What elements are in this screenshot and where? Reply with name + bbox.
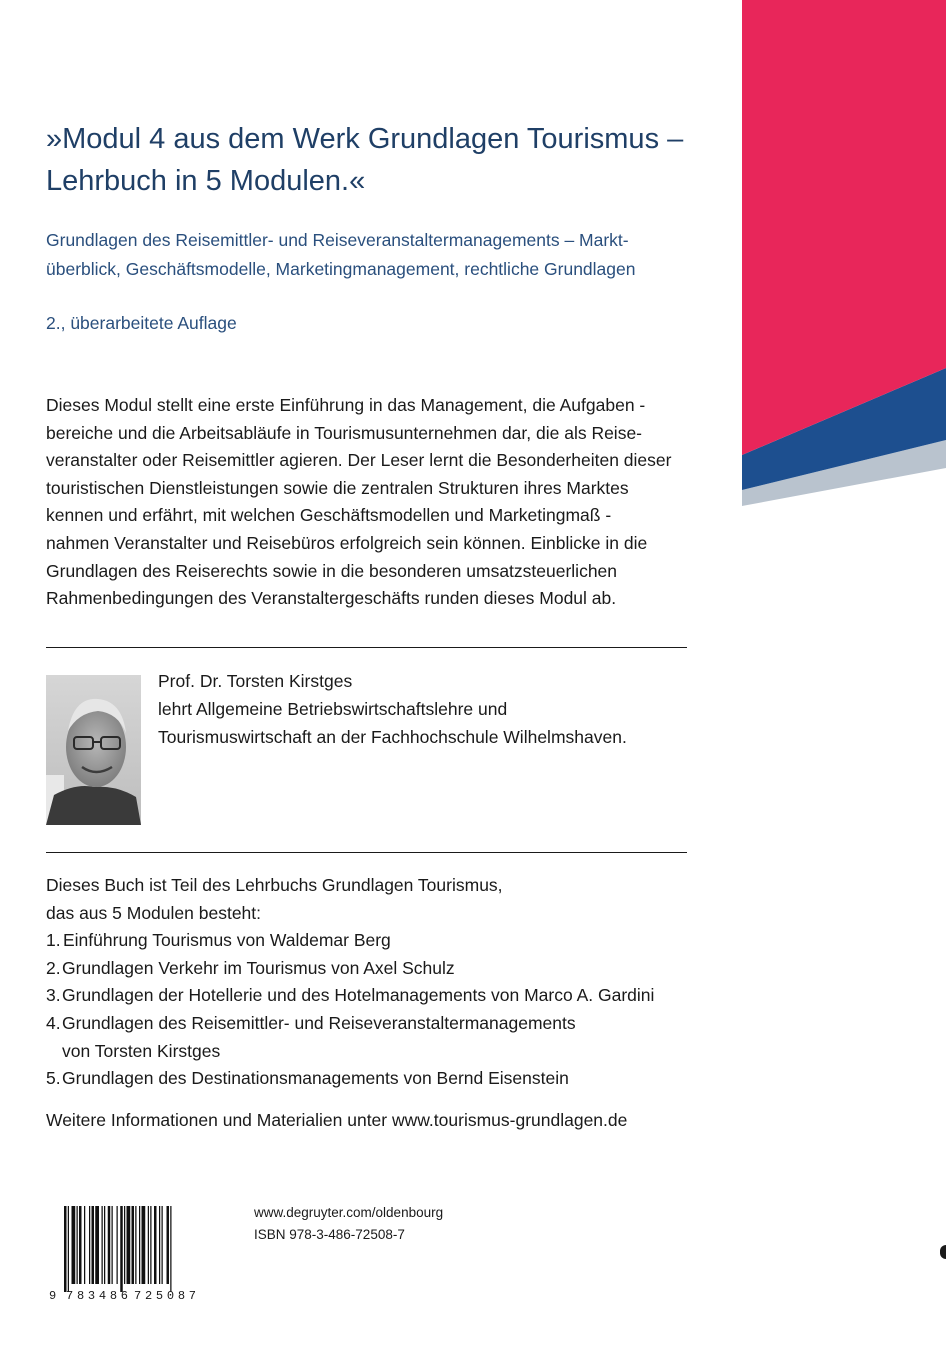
barcode-bar [124,1206,125,1284]
subtitle-line: überblick, Geschäftsmodelle, Marketingmanagement, rechtliche Grundlagen [46,259,636,279]
more-info-line: Weitere Informationen und Materialien unter www.tourismus-grundlagen.de [46,1109,628,1130]
divider [46,852,687,853]
description-line: bereiche und die Arbeitsabläufe in Tourismusunternehmen dar, die als Reise- [46,422,643,443]
list-item [46,1065,706,1093]
barcode-bar [120,1206,123,1292]
description-line: nahmen Veranstalter und Reisebüros erfolgreich sein können. Einblicke in die [46,532,648,553]
description-line: Rahmenbedingungen des Veranstaltergeschäfts runden dieses Modul ab. [46,588,617,609]
module-number: 5. [46,1068,61,1089]
module-list [46,927,706,1093]
barcode-bar [84,1206,85,1284]
list-item [46,927,706,955]
list-item [46,1010,706,1038]
isbn-number: ISBN 978-3-486-72508-7 [254,1227,405,1242]
barcode-bar [89,1206,90,1284]
module-number: 3. [46,985,61,1006]
publisher-url[interactable]: www.degruyter.com/oldenbourg [254,1205,444,1220]
barcode-bar [150,1206,151,1284]
series-info [46,872,706,1134]
barcode-bar [108,1206,111,1284]
barcode-bar [77,1206,78,1284]
barcode-bar [79,1206,82,1284]
series-intro-line: Dieses Buch ist Teil des Lehrbuchs Grundlagen Tourismus, [46,875,503,895]
barcode-bar [139,1206,140,1284]
module-number: 1. [46,930,61,951]
title-line: Lehrbuch in 5 Modulen.« [46,165,366,197]
description-line: Dieses Modul stellt eine erste Einführung in das Management, die Aufgaben - [46,395,646,415]
author-bio-line: lehrt Allgemeine Betriebswirtschaftslehre und [158,699,508,719]
list-item [46,955,706,983]
barcode-bar [92,1206,95,1284]
description-line: veranstalter oder Reisemittler agieren. Der Leser lernt die Besonderheiten dieser [46,450,672,471]
author-info [158,667,627,751]
description-line: kennen und erfährt, mit welchen Geschäftsmodellen und Marketingmaß - [46,505,612,526]
barcode-bar [159,1206,160,1284]
edge-mark [940,1245,946,1259]
isbn-barcode [46,1206,206,1302]
barcode-bar [135,1206,136,1284]
module-title: Grundlagen Verkehr im Tourismus von Axel Schulz [62,957,455,978]
barcode-bar [154,1206,157,1284]
author-name: Prof. Dr. Torsten Kirstges [158,671,353,691]
barcode-bar [117,1206,118,1284]
barcode-bar [167,1206,170,1284]
module-title: Einführung Tourismus von Waldemar Berg [63,930,391,951]
barcode-bar [170,1206,171,1292]
barcode-bar [127,1206,131,1284]
barcode-bar [104,1206,105,1284]
barcode-bar [95,1206,99,1284]
book-title [46,118,706,202]
publisher-info [254,1202,443,1246]
list-item-continuation [46,1038,706,1066]
subtitle-line: Grundlagen des Reisemittler- und Reiseveranstaltermanagements – Markt- [46,230,629,250]
module-title: Grundlagen des Destinationsmanagements von Bernd Eisenstein [62,1068,569,1089]
barcode-digits-right: 725087 [134,1289,196,1302]
barcode-bar [64,1206,67,1292]
list-item [46,982,706,1010]
edition-label: 2., überarbeitete Auflage [46,313,237,333]
barcode-bar [102,1206,103,1284]
barcode-bar [162,1206,163,1284]
series-intro [46,872,706,927]
divider [46,647,687,648]
title-line: »Modul 4 aus dem Werk Grundlagen Tourismus – [46,123,684,155]
barcode-lead-digit: 9 [49,1289,57,1302]
description-line: Grundlagen des Reiserechts sowie in die besonderen umsatzsteuerlichen [46,560,618,581]
series-intro-line: das aus 5 Modulen besteht: [46,902,262,923]
module-number: 4. [46,1012,61,1033]
barcode-digits-left: 783486 [66,1289,128,1302]
module-number: 2. [46,957,61,978]
barcode-bar [148,1206,149,1284]
book-description [46,392,716,613]
barcode-bar [132,1206,135,1284]
barcode-bar [72,1206,76,1284]
barcode-bar [112,1206,113,1284]
module-title: Grundlagen der Hotellerie und des Hotelmanagements von Marco A. Gardini [62,985,655,1006]
author-photo [46,675,141,825]
book-subtitle [46,226,706,284]
barcode-bar [68,1206,69,1292]
description-line: touristischen Dienstleistungen sowie die zentralen Strukturen ihres Marktes [46,477,629,498]
barcode-bar [142,1206,146,1284]
author-bio-line: Tourismuswirtschaft an der Fachhochschule Wilhelmshaven. [158,727,627,747]
module-title-continuation: von Torsten Kirstges [62,1040,221,1061]
module-title: Grundlagen des Reisemittler- und Reiseveranstaltermanagements [62,1012,576,1033]
